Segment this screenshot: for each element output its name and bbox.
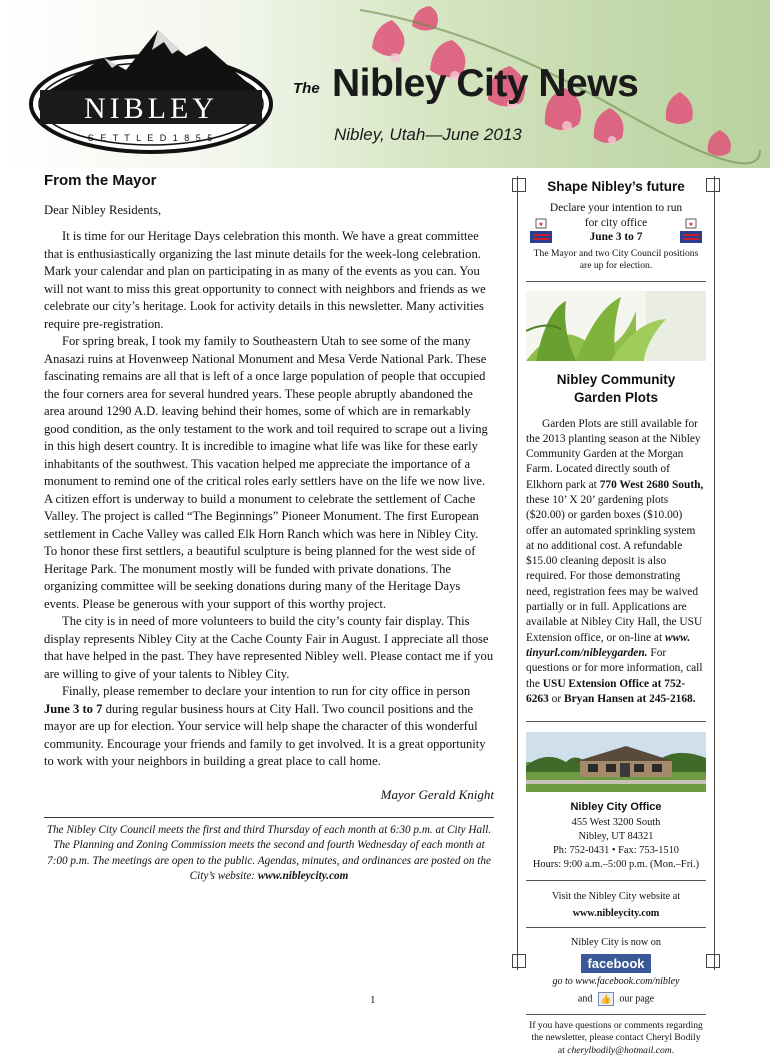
ballot-box-icon	[678, 217, 704, 245]
mayor-paragraph: For spring break, I took my family to Southeastern Utah to see some of the many Anasazi ruins at Hovenweep National Monument and Mesa Verde National Park. These fascinating remains are all that is left of a once large population of people that occupied the four corners area for several hundred years. These people abruptly abandoned the area around 1290 A.D. leaving behind their homes, some of which are in remarkably good condition, as the only testament to the work and toil required to scrape out a living in this high desert country. It is incredible to imagine what life was like for these early inhabitants of the southwest. This vacation helped me appreciate the importance of a monument to remind one of the critical roles early settlers have on the life we now live. A citizen effort is underway to build a monument to celebrate the settlement of Cache Valley. The project is called “The Beginnings” Pioneer Monument. The first European settlement in Cache Valley was called Elk Horn Ranch which was here in Nibley City. To honor these first settlers, a beautiful sculpture is being planned for the west side of Heritage Park. The monument mostly will be funded with private donations. The organizing committee will be seeking donations during many of the Heritage Days events. Please be generous with your support of this worthy project.	[44, 334, 488, 611]
now-on-text: Nibley City is now on	[571, 936, 661, 948]
garden-body	[518, 417, 714, 708]
our-page-text: our page	[619, 992, 655, 1004]
garden-heading-line2: Garden Plots	[573, 389, 659, 405]
garden-url-link[interactable]: www. tinyurl.com/nibleygarden.	[526, 631, 691, 659]
facebook-logo[interactable]: facebook	[581, 954, 650, 973]
facebook-go-to	[518, 976, 714, 989]
mayor-heading: From the Mayor	[44, 172, 157, 189]
office-heading: Nibley City Office	[570, 801, 662, 814]
mayor-signature: Mayor Gerald Knight	[380, 786, 494, 802]
corner-ornament	[512, 178, 526, 192]
nibley-logo	[26, 20, 276, 160]
future-line1: Declare your intention to run	[549, 202, 683, 214]
council-notice	[44, 817, 494, 885]
newsletter-title: Nibley City News	[332, 62, 639, 105]
ballot-box-icon	[528, 217, 554, 245]
office-address2: Nibley, UT 84321	[578, 830, 654, 842]
mayor-salutation: Dear Nibley Residents,	[44, 203, 162, 217]
council-text: The Nibley City Council meets the first and third Thursday of each month at 6:30 p.m. at City Hall. The Planning and Zoning Commission meets the second and fourth Wednesday of each month at 7:00 p.m. The meetings are open to the public. Agendas, minutes, and ordinances are posted on the City’s website:	[46, 823, 492, 882]
and-text: and	[577, 992, 593, 1004]
newsletter-contact	[518, 1020, 714, 1057]
final-text: Finally, please remember to declare your intention to run for city office in person	[62, 684, 471, 698]
masthead	[0, 0, 770, 168]
mayor-paragraph: The city is in need of more volunteers to build the city’s county fair display. This display represents Nibley City at the Cache County Fair in August. I appreciate all those that have helped in the past. They have represented Nibley well. Please contact me if you are willing to give of your talents to Nibley City.	[44, 614, 494, 681]
logo-name: NIBLEY	[84, 92, 218, 125]
divider	[526, 1014, 706, 1015]
newsletter-subtitle: Nibley, Utah—June 2013	[334, 125, 522, 144]
contact-email-link[interactable]: cherylbodily@hotmail.com	[567, 1044, 672, 1056]
garden-address: 770 West 2680 South,	[599, 478, 704, 491]
office-hours: Hours: 9:00 a.m.–5:00 p.m. (Mon.–Fri.)	[532, 858, 700, 870]
future-heading: Shape Nibley’s future	[547, 179, 685, 194]
svg-text:★: ★	[688, 220, 694, 228]
corner-ornament	[706, 954, 720, 968]
garden-plant-photo	[526, 291, 706, 361]
future-note: The Mayor and two City Council positions are up for election.	[533, 247, 699, 271]
final-dates: June 3 to 7	[44, 701, 103, 716]
final-text-end: during regular business hours at City Hall. Two council positions and the mayor are up for election. Your service will help shape the character of this wonderful community. Encourage your friends and family to get involved. It is a great opportunity to work with your neighbors in building a great place to call home.	[44, 701, 486, 768]
svg-text:★: ★	[538, 220, 544, 228]
facebook-url[interactable]: go to www.facebook.com/nibley	[552, 976, 680, 988]
mayor-letter	[44, 228, 494, 771]
garden-heading	[518, 371, 714, 407]
garden-usu-contact: USU Extension Office at 752-6263	[526, 677, 686, 705]
sidebar	[517, 176, 715, 1056]
mayor-article	[44, 172, 494, 885]
divider	[526, 281, 706, 282]
divider	[526, 927, 706, 928]
garden-text: Garden Plots are still available for the 2013 planting season at the Nibley Community Garden at the Morgan Farm. Located directly south of Elkhorn park at	[526, 417, 701, 491]
corner-ornament	[706, 178, 720, 192]
contact-text-end: .	[671, 1044, 675, 1056]
city-office-photo	[526, 732, 706, 792]
office-website-link[interactable]: www.nibleycity.com	[572, 908, 660, 920]
contact-text: If you have questions or comments regarding the newsletter, please contact Cheryl Bodily at	[529, 1019, 703, 1056]
future-line2: for city office	[584, 216, 648, 229]
mayor-paragraph: It is time for our Heritage Days celebration this month. We have a great committee that is enthusiastically organizing the last minute details for the week-long celebration. Mark your calendar and plan on participating in as many of the events as you can. You will not want to miss this great opportunity to connect with neighbors and friends as we celebrate our city’s heritage. Look for activity details in this newsletter. Many activities require pre-registration.	[44, 229, 486, 331]
mayor-paragraph-final	[44, 683, 494, 771]
corner-ornament	[512, 954, 526, 968]
title-the: The	[293, 80, 320, 97]
like-row	[518, 992, 714, 1006]
garden-heading-line1: Nibley Community	[556, 371, 676, 387]
like-thumb-icon[interactable]: 👍	[598, 992, 614, 1006]
garden-text: or	[548, 692, 564, 705]
office-phone: Ph: 752-0431 • Fax: 753-1510	[552, 844, 680, 856]
garden-bryan-contact: Bryan Hansen at 245-2168.	[563, 692, 696, 705]
divider	[526, 721, 706, 722]
future-dates: June 3 to 7	[589, 231, 643, 243]
page-number: 1	[370, 994, 376, 1006]
garden-text: For questions or for more information, call the	[526, 646, 703, 690]
garden-text: these 10’ X 20’ gardening plots ($20.00) or garden boxes ($10.00) offer an automated sprinkling system at no additional cost. A refundable $15.00 cleaning deposit is also required. For those demonstrating need, registration fees may be waived partially or in full. Applications are available at Nibley City Hall, the USU Extension office, or on-line at	[526, 493, 703, 644]
future-ballot-row	[518, 216, 714, 248]
facebook-logo-wrap	[518, 954, 714, 973]
logo-settled: S E T T L E D 1 8 5 5	[87, 133, 215, 143]
council-website-link[interactable]: www.nibleycity.com	[257, 870, 349, 882]
divider	[526, 880, 706, 881]
visit-text: Visit the Nibley City website at	[551, 890, 681, 902]
office-address1: 455 West 3200 South	[571, 816, 661, 828]
